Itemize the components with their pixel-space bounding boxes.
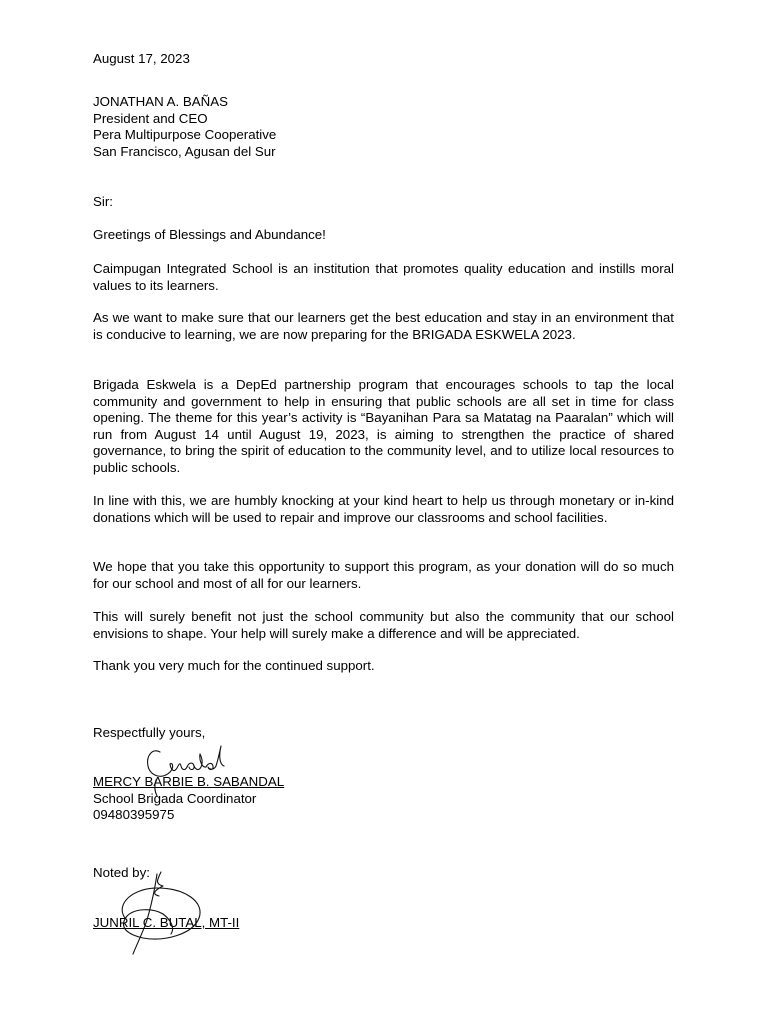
- noted-by-label: Noted by:: [93, 865, 150, 880]
- noter-name: JUNRIL C. BUTAL, MT-II: [93, 915, 240, 930]
- recipient-address: San Francisco, Agusan del Sur: [93, 143, 276, 159]
- signatory-phone: 09480395975: [93, 807, 175, 822]
- signatory-title: School Brigada Coordinator: [93, 790, 257, 806]
- letter-date: August 17, 2023: [93, 51, 190, 66]
- body-paragraph-6: This will surely benefit not just the school community but also the community that our school envisions to shape. Your help will surely make a difference and will be appreciated.: [93, 609, 674, 641]
- salutation: Sir:: [93, 194, 113, 209]
- noter-signature-icon: [105, 868, 210, 958]
- recipient-address-block: [93, 94, 674, 160]
- body-paragraph-5: We hope that you take this opportunity to support this program, as your donation will do so much for our school and most of all for our learners.: [93, 559, 674, 591]
- thanks-line: Thank you very much for the continued support.: [93, 658, 375, 673]
- recipient-organization: Pera Multipurpose Cooperative: [93, 127, 277, 142]
- recipient-title: President and CEO: [93, 110, 208, 126]
- body-paragraph-2: As we want to make sure that our learners get the best education and stay in an environment that is conducive to learning, we are now preparing for the BRIGADA ESKWELA 2023.: [93, 310, 674, 342]
- signatory-block: [93, 774, 674, 824]
- greeting: Greetings of Blessings and Abundance!: [93, 227, 326, 242]
- body-paragraph-1: Caimpugan Integrated School is an institution that promotes quality education and instills moral values to its learners.: [93, 261, 674, 293]
- recipient-name: JONATHAN A. BAÑAS: [93, 94, 228, 109]
- body-paragraph-4: In line with this, we are humbly knocking at your kind heart to help us through monetary or in-kind donations which will be used to repair and improve our classrooms and school facilities.: [93, 493, 674, 525]
- signatory-name: MERCY BARBIE B. SABANDAL: [93, 774, 285, 789]
- closing: Respectfully yours,: [93, 725, 206, 740]
- body-paragraph-3: Brigada Eskwela is a DepEd partnership program that encourages schools to tap the local community and government to help in ensuring that public schools are all set in time for class opening. The theme for this year’s activity is “Bayanihan Para sa Matatag na Paaralan” which will run from August 14 until August 19, 2023, is aiming to strengthen the practice of shared governance, to bring the spirit of education to the community level, and to utilize local resources to public schools.: [93, 377, 674, 475]
